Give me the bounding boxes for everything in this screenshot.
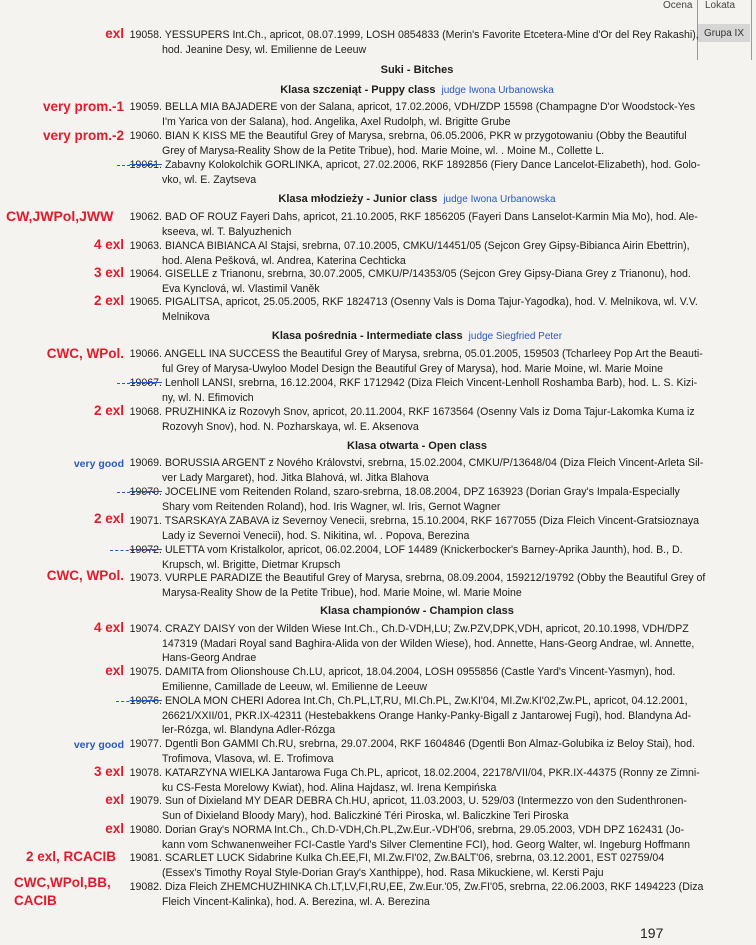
- grade-label: CWC, WPol.: [46, 346, 124, 361]
- catalog-entry: 19079. Sun of Dixieland MY DEAR DEBRA Ch.HU, apricot, 11.03.2003, U. 529/03 (Intermezzo von den Sudenthronen- Sun of Dixieland Bloody Mary), hod. Baliczkiné Téri Piroska, wl. Baliczkine Teri Piroska: [129, 795, 687, 822]
- catalog-entry: 19073. VURPLE PARADIZE the Beautiful Grey of Marysa, srebrna, 08.09.2004, 159212/19792 (Obby the Beautiful Grey of Marysa-Reality Show de la Petite Tribue), hod. Marie Moine, wl. Marie Moine: [129, 572, 706, 599]
- grade-label: 3 exl: [93, 265, 124, 280]
- catalog-entry: 19076. ENOLA MON CHERI Adorea Int.Ch, Ch.PL,LT,RU, MI.Ch.PL, Zw.KI'04, MI.Zw.KI'02,Zw.PL, apricot, 04.12.2001, 26621/XXII/01, PKR.IX-42311 (Hestebakkens Orange Hanky-Panky-Bigall z Jantarowej Fugi), hod. Blandyna Ad- ler-Rózga, wl. Blandyna Adler-Rózga: [129, 695, 692, 737]
- catalog-entry: 19063. BIANCA BIBIANCA Al Stajsi, srebrna, 07.10.2005, CMKU/14451/05 (Sejcon Grey Gipsy-Bibianca Airin Ebettrin), hod. Alena Pešková, wl. Andrea, Katerina Cechticka: [129, 240, 690, 267]
- section-heading: Klasa młodzieży - Junior class judge Iwona Urbanowska: [278, 193, 556, 205]
- catalog-entry: 19065. PIGALITSA, apricot, 25.05.2005, RKF 1824713 (Osenny Vals is Doma Tajur-Yagodka), hod. V. Melnikova, wl. V.V. Melnikova: [129, 296, 698, 323]
- subtitle: Suki - Bitches: [380, 64, 454, 76]
- catalog-entry: 19074. CRAZY DAISY von der Wilden Wiese Int.Ch., Ch.D-VDH,LU; Zw.PZV,DPK,VDH, apricot, 20.10.1998, VDH/DPZ 147319 (Madari Royal sand Baghira-Alida von der Wilden Wiese), hod. Annette, Hans-Georg Andrae, wl. Annette, Hans-Georg Andrae: [129, 623, 695, 665]
- grade-label: exl: [105, 821, 124, 836]
- grade-label: very prom.-2: [42, 128, 124, 143]
- grade-label: CACIB: [14, 893, 57, 908]
- catalog-entry: 19075. DAMITA from Olionshouse Ch.LU, apricot, 18.04.2004, LOSH 0955856 (Castle Yard's Vincent-Yasmyn), hod. Emilienne, Camillade de Leeuw, wl. Emilienne de Leeuw: [129, 666, 676, 693]
- grade-label: 2 exl: [93, 293, 124, 308]
- grade-label: 2 exl, RCACIB: [26, 849, 117, 864]
- catalog-entry: 19071. TSARSKAYA ZABAVA iz Severnoy Venecii, srebrna, 15.10.2004, RKF 1677055 (Diza Fleich Vincent-Gratsioznaya Lady iz Severnoi Venecii), hod. S. Nikitina, wl. . Popova, Berezina: [129, 515, 700, 542]
- grade-label: 3 exl: [93, 764, 124, 779]
- grade-label: CWC,WPol,BB,: [14, 875, 111, 890]
- catalog-entry: 19077. Dgentli Bon GAMMI Ch.RU, srebrna, 29.07.2004, RKF 1604846 (Dgentli Bon Almaz-Golubika iz Beloy Stai), hod. Trofimova, Vlasova, wl. E. Trofimova: [129, 738, 695, 765]
- grade-label: exl: [105, 663, 124, 678]
- grade-label: 2 exl: [93, 403, 124, 418]
- catalog-entry: 19066. ANGELL INA SUCCESS the Beautiful Grey of Marysa, srebrna, 05.01.2005, 159503 (Tcharleey Pop Art the Beauti- ful Grey of Marysa-Uwyloo Model Design the Beautiful Grey of Marysa), hod. Marie Moine, wl. Marie Moine: [129, 348, 703, 375]
- grade-label: 2 exl: [93, 511, 124, 526]
- catalog-entry: 19059. BELLA MIA BAJADERE von der Salana, apricot, 17.02.2006, VDH/ZDP 15598 (Champagne D'or Woodstock-Yes I'm Yarica von der Salana), hod. Angelika, Axel Rudolph, wl. Brigitte Grube: [129, 101, 695, 128]
- grade-label: 4 exl: [93, 237, 124, 252]
- catalog-entry: 19060. BIAN K KISS ME the Beautiful Grey of Marysa, srebrna, 06.05.2006, PKR w przygotowaniu (Obby the Beautiful Grey of Marysa-Reality Show de la Petite Tribue), hod. Marie Moine, wl. . Moine M., Collette L.: [129, 130, 687, 157]
- section-heading: Klasa szczeniąt - Puppy class judge Iwona Urbanowska: [280, 84, 554, 96]
- page-number: 197: [640, 925, 664, 941]
- header-lokata: Lokata: [705, 0, 736, 11]
- catalog-entry: 19078. KATARZYNA WIELKA Jantarowa Fuga Ch.PL, apricot, 18.02.2004, 22178/VII/04, PKR.IX-44375 (Ronny ze Zimni- ku CS-Festa Morelowy Kwiat), hod. Alina Hajdasz, wl. Irena Kempińska: [129, 767, 700, 794]
- catalog-entry: 19080. Dorian Gray's NORMA Int.Ch., Ch.D-VDH,Ch.PL,Zw.Eur.-VDH'06, srebrna, 29.05.2003, VDH DPZ 162431 (Jo- kann vom Schwanenweiher FCI-Castle Yard's Silver Clementine FCI), hod. Georg Walter, wl. Ingeburg Hoffmann: [129, 824, 691, 851]
- catalog-entry: 19070. JOCELINE vom Reitenden Roland, szaro-srebrna, 18.08.2004, DPZ 163923 (Dorian Gray's Impala-Especially Shary vom Reitenden Roland), hod. Iris Wagner, wl. Iris, Gernot Wagner: [129, 486, 680, 513]
- entry-number: 19058.: [129, 29, 162, 41]
- catalog-entry: 19062. BAD OF ROUZ Fayeri Dahs, apricot, 21.10.2005, RKF 1856205 (Fayeri Dans Lanselot-Karmin Mia Mo), hod. Ale- kseeva, wl. T. Balyuzhenich: [129, 211, 698, 238]
- grade-label: exl: [105, 26, 124, 41]
- section-heading: Klasa championów - Champion class: [320, 605, 514, 617]
- catalog-entry: 19067. Lenholl LANSI, srebrna, 16.12.2004, RKF 1712942 (Diza Fleich Vincent-Lenholl Roshamba Barb), hod. L. S. Kizi- ny, wl. N. Efimovich: [129, 377, 698, 404]
- grade-label: 4 exl: [93, 620, 124, 635]
- catalog-entry: 19061. Zabavny Kolokolchik GORLINKA, apricot, 27.02.2006, RKF 1892856 (Fiery Dance Lancelot-Elizabeth), hod. Golo- vko, wl. E. Zaytseva: [129, 159, 701, 186]
- section-heading: Klasa otwarta - Open class: [347, 440, 487, 452]
- catalog-entry: 19081. SCARLET LUCK Sidabrine Kulka Ch.EE,FI, MI.Zw.FI'02, Zw.BALT'06, srebrna, 03.12.2001, EST 02759/04 (Essex's Timothy Royal Style-Dorian Gray's Xanthippe), hod. Rasa Mikuckiene, wl. Kersti Paju: [129, 852, 665, 879]
- catalog-entry: 19058. YESSUPERS Int.Ch., apricot, 08.07.1999, LOSH 0854833 (Merin's Favorite Etcetera-Mine d'Or del Rey Rakashi), hod. Jeanine Desy, wl. Emilienne de Leeuw: [162, 28, 672, 57]
- catalog-entry: 19082. Diza Fleich ZHEMCHUZHINKA Ch.LT,LV,FI,RU,EE, Zw.Eur.'05, Zw.FI'05, srebrna, 22.06.2003, RKF 1494223 (Diza Fleich Vincent-Kalinka), hod. A. Berezina, wl. A. Berezina: [129, 881, 704, 908]
- catalog-entry: 19072. ULETTA vom Kristalkolor, apricot, 06.02.2004, LOF 14489 (Knickerbocker's Barney-Aprika Jaunth), hod. B., D. Krupsch, wl. Brigitte, Dietmar Krupsch: [129, 544, 683, 571]
- section-heading: Klasa pośrednia - Intermediate class judge Siegfried Peter: [271, 330, 563, 342]
- column-divider: [751, 0, 752, 60]
- grade-label: very good: [73, 739, 124, 751]
- header-ocena: Ocena: [663, 0, 693, 11]
- catalog-entry: 19068. PRUZHINKA iz Rozovyh Snov, apricot, 20.11.2004, RKF 1673564 (Osenny Vals iz Doma Tajur-Lakomka Kuma iz Rozovyh Snov), hod. N. Pozharskaya, wl. E. Aksenova: [129, 406, 695, 433]
- group-badge: Grupa IX: [698, 24, 750, 42]
- grade-label: CW,JWPol,JWW: [6, 208, 114, 224]
- grade-label: CWC, WPol.: [46, 568, 124, 583]
- grade-label: very good: [73, 458, 124, 470]
- grade-label: very prom.-1: [42, 99, 124, 114]
- catalog-entry: 19064. GISELLE z Trianonu, srebrna, 30.07.2005, CMKU/P/14353/05 (Sejcon Grey Gipsy-Diana Grey z Trianonu), hod. Eva Kynclová, wl. Vlastimil Vaněk: [129, 268, 691, 295]
- catalog-entry: 19069. BORUSSIA ARGENT z Nového Královstvi, srebrna, 15.02.2004, CMKU/P/13648/04 (Diza Fleich Vincent-Arleta Sil- ver Lady Margaret), hod. Jitka Blahová, wl. Jitka Blahova: [129, 457, 704, 484]
- grade-label: exl: [105, 792, 124, 807]
